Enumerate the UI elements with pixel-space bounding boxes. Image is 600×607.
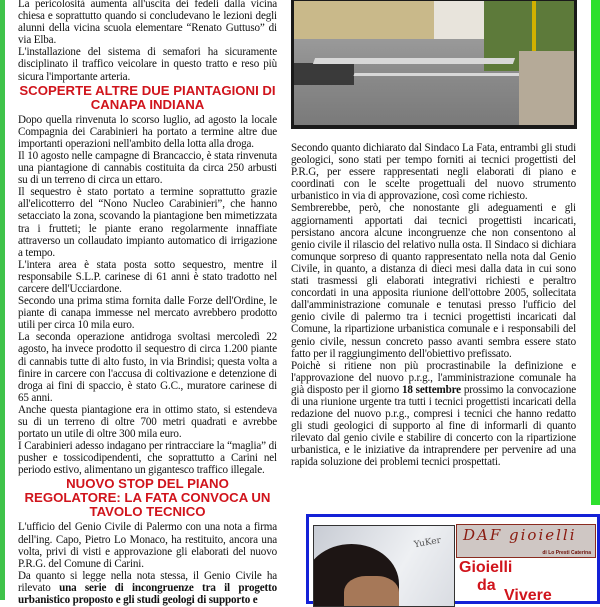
headline-piano-regolatore: NUOVO STOP DEL PIANO REGOLATORE: LA FATA CONVOCA UN TAVOLO TECNICO <box>24 476 271 520</box>
paragraph: L'ufficio del Genio Civile di Palermo con una nota a firma dell'ing. Capo, Pietro Lo Monaco, ha restituito, ancora una volta, privi di visti e approvazione gli elaborati del nuovo P.R.G. del Comune di Carini. <box>18 521 277 570</box>
sidewalk <box>519 51 574 125</box>
paragraph: Secondo una prima stima fornita dalle Forze dell'Ordine, le piante di canapa immesse nel mercato avrebbero prodotto utili per circa 10 mila euro. <box>18 295 277 332</box>
photo-logo: YuKer <box>413 535 442 551</box>
text: prossimo la convocazione di una riunione urgente tra tutti i tecnici progettisti incaricati della redazione del nuovo p.r.g., compresi i tecnici che hanno redatto gli studi geologici di supporto al fine di informarli di quanto rilevato dal genio civile e stabilire di concerto con la ripartizione urbanistica, e le iniziative da intraprendere per pervenire ad una rapida soluzione dei problemi tecnici prospettati. <box>291 383 576 469</box>
left-column <box>18 0 277 606</box>
paragraph: Dopo quella rinvenuta lo scorso luglio, ad agosto la locale Compagnia dei Carabinieri ha portato a termine altre due importanti operazioni nell'ambito della lotta alla droga. <box>18 113 277 150</box>
paragraph: La pericolosità aumenta all'uscita dei fedeli dalla vicina chiesa e soprattutto quando si concludevano le lezioni degli alunni della vicina scuola elementare “Renato Guttuso” di via Elba. <box>18 0 277 47</box>
right-column <box>291 142 576 469</box>
street-crosswalk-photo <box>291 0 577 129</box>
shadow <box>294 63 354 85</box>
brand-logo <box>456 524 596 558</box>
paragraph: I Carabinieri adesso indagano per rintracciare la “maglia” di pusher e tossicodipendenti, che soprattutto a Carini nel periodo estivo, alimentano un gigantesco traffico illegale. <box>18 440 277 477</box>
road-line <box>353 73 534 76</box>
face <box>344 576 399 607</box>
left-green-border <box>0 0 5 600</box>
paragraph: L'intera area è stata posta sotto sequestro, mentre il responsabile S.L.P. carinese di 61 anni è stato tradotto nel carcere dell'Ucciardone. <box>18 258 277 295</box>
crosswalk <box>313 58 515 64</box>
paragraph: La seconda operazione antidroga svoltasi mercoledì 22 agosto, ha invece prodotto il sequestro di circa 1.200 piante di cannabis tutte di alto fusto, in via Brindisi; questa volta a finire in carcere con l'accusa di coltivazione e detenzione di droga ai fini di spaccio, è stato G.C., muratore carinese di 65 anni. <box>18 331 277 404</box>
paragraph: L'installazione del sistema di semafori ha sicuramente disciplinato il traffico veicolare in questo tratto e reso più sicura l'importante arteria. <box>18 46 277 83</box>
bold-date: 18 settembre <box>402 383 461 396</box>
bold-text: una serie di incongruenze tra il progetto urbanistico proposto e gli studi geologi di supporto e <box>18 581 278 607</box>
slogan-word: da <box>477 577 496 594</box>
paragraph: Secondo quanto dichiarato dal Sindaco La Fata, entrambi gli studi geologici, sono stati per tempo forniti ai tecnici progettisti del P.R.G, per essere rappresentati negli elaborati di piano e coordinati con le scelte progettuali del nuovo strumento urbanistico in via di approvazione, così come richiesto. <box>291 142 576 203</box>
paragraph <box>291 360 576 469</box>
model-photo <box>313 525 455 607</box>
jewelry-advertisement[interactable] <box>306 514 600 604</box>
right-green-border <box>591 0 600 505</box>
text: Da quanto si legge nella nota stessa, il Genio Civile ha rilevato <box>18 569 277 594</box>
brand-name: DAF gioielli <box>463 526 577 544</box>
headline-canapa: SCOPERTE ALTRE DUE PIANTAGIONI DI CANAPA INDIANA <box>19 82 276 112</box>
text: Poichè si ritiene non più procrastinabile la definizione e l'approvazione del nuovo p.r.g., l'amministrazione comunale ha già disposto per il giorno <box>291 359 576 396</box>
slogan-word: Vivere <box>504 587 552 604</box>
paragraph: Sembrerebbe, però, che nonostante gli adeguamenti e gli aggiornamenti apportati dai tecnici progettisti incaricati, persistano ancora alcune incongruenze che non consentono al genio civile il rilascio del relativo nulla osta. Il Sindaco si dichiara comunque sorpreso di quanto rappresentato nella nota dal Genio Civile, in quanto, a distanza di dieci mesi dalla data in cui sono stati trasmessi gli elaborati integrativi richiesti e peraltro concordati in una apposita riunione dell'ottobre 2005, sollecitata dall'amministrazione comunale e tenutasi presso l'ufficio del genio civile di palermo tra i tecnici progettisti incaricati dal Comune, la ripartizione urbanistica comunale e i responsabili del genio civile, nessun concreto passo avanti sembra essere stato fatto per il raggiungimento dell'obiettivo prefissato. <box>291 202 576 360</box>
paragraph <box>18 570 277 606</box>
paragraph: Anche questa piantagione era in ottimo stato, si estendeva su di un terreno di oltre 700 metri quadrati e avrebbe portato un utile di oltre 300 mila euro. <box>18 403 277 441</box>
building <box>294 1 434 39</box>
paragraph: Il 10 agosto nelle campagne di Brancaccio, è stata rinvenuta una piantagione di cannabis costituita da circa 250 arbusti su di un terreno di circa un ettaro. <box>18 149 277 187</box>
paragraph: Il sequestro è stato portato a termine soprattutto grazie all'elicotterro del “Nono Nucleo Carabinieri”, che hanno setacciato la zona, scovando la piantagione ben mimetizzata tra i frutteti; le piante erano regolarmente innaffiate attraverso un collaudato impianto automatico di irrigazione a tempo. <box>18 186 277 259</box>
slogan-word: Gioielli <box>459 559 513 576</box>
building <box>434 1 484 39</box>
brand-subtitle: di Lo Presti Caterina <box>542 550 591 556</box>
